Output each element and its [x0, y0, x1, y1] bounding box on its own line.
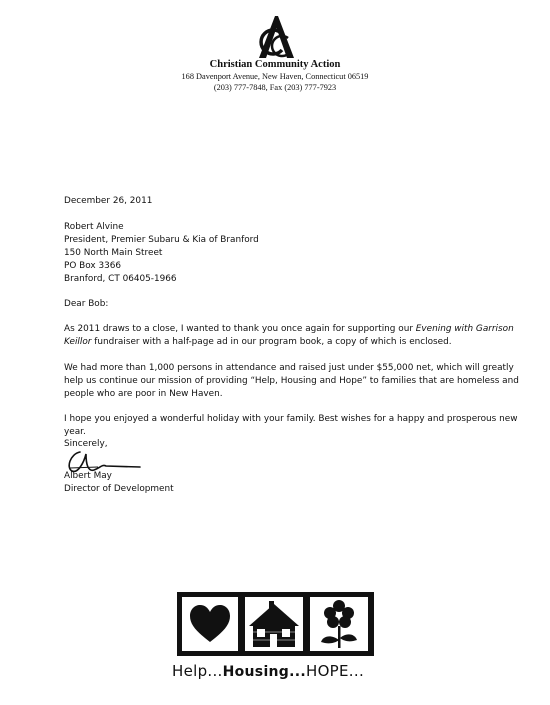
- cca-logo: [252, 14, 298, 60]
- paragraph-text: fundraiser with a half-page ad in our program book, a copy of which is enclosed.: [91, 337, 452, 347]
- paragraph-text: As 2011 draws to a close, I wanted to thank you once again for supporting our: [64, 324, 416, 334]
- paragraph-line: I hope you enjoyed a wonderful holiday with your family. Best wishes for a happy and prosperous new: [64, 414, 518, 424]
- tagline-housing: Housing...: [222, 664, 306, 680]
- event-name: Evening with Garrison: [415, 324, 514, 334]
- signer-title: Director of Development: [64, 484, 174, 494]
- help-housing-hope-tagline: [172, 662, 382, 680]
- closing: Sincerely,: [64, 439, 108, 449]
- organization-address: 168 Davenport Avenue, New Haven, Connecticut 06519: [181, 72, 369, 81]
- help-housing-hope-logo: [177, 592, 374, 656]
- event-name-cont: Keillor: [64, 337, 92, 347]
- tagline-hope: HOPE...: [306, 662, 365, 680]
- recipient-po-box: PO Box 3366: [64, 261, 122, 271]
- signer-name: Albert May: [64, 471, 112, 481]
- organization-phone-fax: (203) 777-7848, Fax (203) 777-7923: [213, 83, 337, 92]
- paragraph-line: year.: [64, 427, 86, 437]
- paragraph-line: [64, 336, 452, 349]
- tagline-help: Help...: [172, 662, 223, 680]
- organization-name: Christian Community Action: [209, 59, 341, 70]
- paragraph-line: people who are poor in New Haven.: [64, 389, 223, 399]
- letter-date: December 26, 2011: [64, 196, 153, 206]
- recipient-name: Robert Alvine: [64, 222, 124, 232]
- recipient-city: Branford, CT 06405-1966: [64, 274, 177, 284]
- salutation: Dear Bob:: [64, 299, 109, 309]
- paragraph-line: [64, 323, 514, 336]
- paragraph-line: help us continue our mission of providing “Help, Housing and Hope” to families that are homeless and: [64, 376, 519, 386]
- recipient-street: 150 North Main Street: [64, 248, 163, 258]
- recipient-title: President, Premier Subaru & Kia of Branford: [64, 235, 259, 245]
- paragraph-line: We had more than 1,000 persons in attendance and raised just under $55,000 net, which will greatly: [64, 363, 514, 373]
